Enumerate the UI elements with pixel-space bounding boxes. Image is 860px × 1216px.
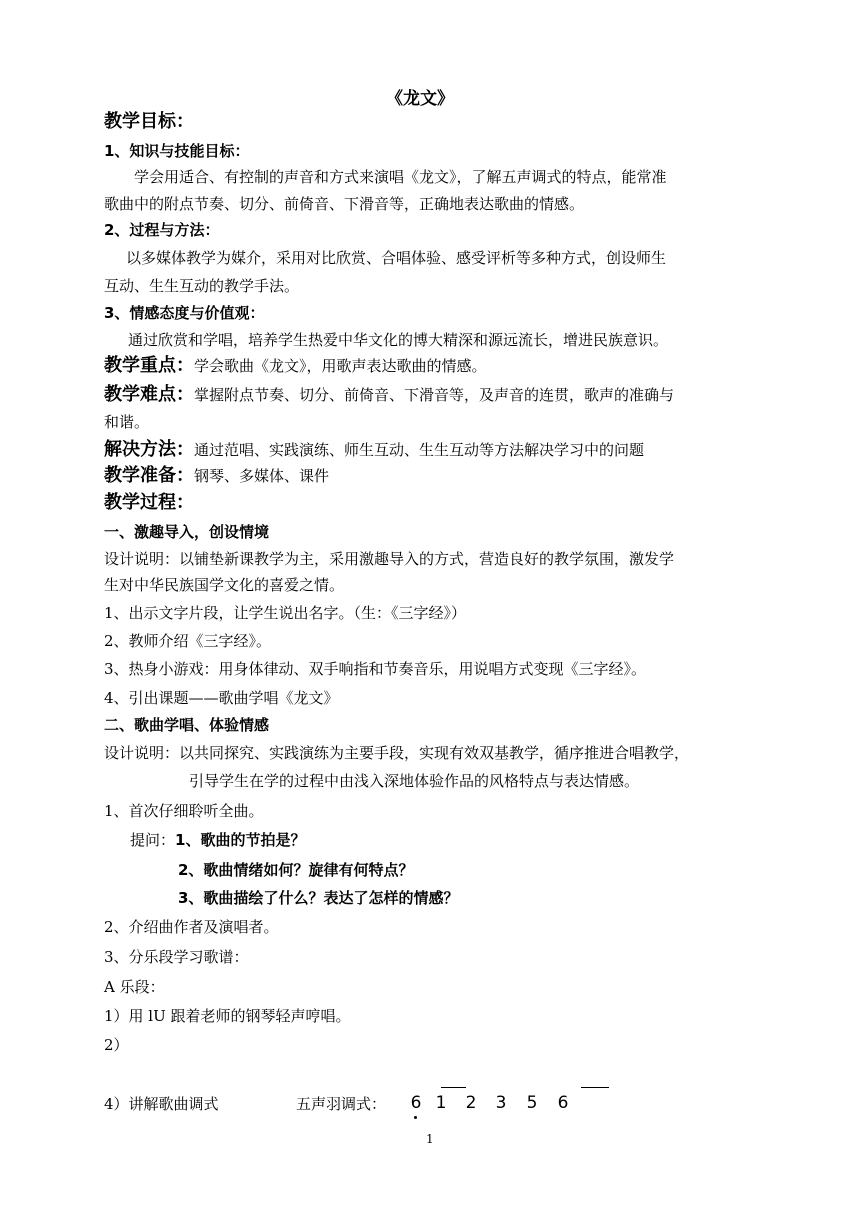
section1-step-4: 4、引出课题——歌曲学唱《龙文》	[104, 689, 339, 707]
section2-design-line2: 引导学生在学的过程中由浅入深地体验作品的风格特点与表达情感。	[189, 772, 640, 790]
section1-heading: 一、激趣导入，创设情境	[104, 523, 270, 541]
process-heading: 教学过程：	[104, 492, 194, 513]
section2-step-3: 3、分乐段学习歌谱：	[104, 948, 249, 966]
section1-step-3: 3、热身小游戏：用身体律动、双手响指和节奏音乐，用说唱方式变现《三字经》。	[104, 660, 647, 678]
section2-step-2: 2、介绍曲作者及演唱者。	[104, 918, 279, 936]
section1-step-1: 1、出示文字片段，让学生说出名字。（生：《三字经》）	[104, 604, 467, 622]
section-a-label: A 乐段：	[104, 978, 165, 996]
question-2: 2、歌曲情绪如何？旋律有何特点？	[178, 861, 414, 879]
key-point-text: 学会歌曲《龙文》，用歌声表达歌曲的情感。	[194, 357, 487, 375]
difficulty-text-line1: 掌握附点节奏、切分、前倚音、下滑音等，及声音的连贯，歌声的准确与	[194, 386, 675, 404]
note-4: 3	[495, 1093, 507, 1113]
section2-heading: 二、歌曲学唱、体验情感	[104, 716, 270, 734]
section1-design-line2: 生对中华民族国学文化的喜爱之情。	[104, 576, 345, 594]
sub-step-4: 4）讲解歌曲调式	[104, 1095, 219, 1113]
preparation-text: 钢琴、多媒体、课件	[194, 467, 330, 485]
section2-design-line1: 设计说明：以共同探究、实践演练为主要手段，实现有效双基教学，循序推进合唱教学，	[104, 744, 690, 762]
section1-design-line1: 设计说明：以铺垫新课教学为主，采用激趣导入的方式，营造良好的教学氛围，激发学	[104, 550, 675, 568]
note-3: 2	[465, 1093, 477, 1113]
note-6: 6	[557, 1093, 569, 1113]
method-text: 通过范唱、实践演练、师生互动、生生互动等方法解决学习中的问题	[194, 441, 645, 459]
preparation-row	[104, 466, 329, 486]
question-label: 提问：	[130, 831, 176, 849]
question-row-1	[130, 830, 305, 850]
key-point-row	[104, 356, 487, 376]
difficulty-label: 教学难点：	[104, 384, 194, 405]
key-point-label: 教学重点：	[104, 355, 194, 376]
objective-2-text-line2: 互动、生生互动的教学手法。	[104, 277, 300, 295]
note-2: 1	[435, 1093, 447, 1113]
objective-1-text-line1: 学会用适合、有控制的声音和方式来演唱《龙文》，了解五声调式的特点，能常准	[134, 168, 667, 186]
objective-1-label: 1、知识与技能目标：	[104, 142, 250, 160]
method-label: 解决方法：	[104, 439, 194, 460]
sub-step-2: 2）	[104, 1036, 129, 1054]
difficulty-row	[104, 385, 674, 405]
objective-1-text-line2: 歌曲中的附点节奏、切分、前倚音、下滑音等，正确地表达歌曲的情感。	[104, 195, 585, 213]
note-5: 5	[526, 1093, 538, 1113]
notation-overline-right	[581, 1087, 609, 1088]
mode-label: 五声羽调式：	[296, 1095, 387, 1113]
section2-step-1: 1、首次仔细聆听全曲。	[104, 802, 264, 820]
section1-step-2: 2、教师介绍《三字经》。	[104, 632, 272, 650]
question-1: 1、歌曲的节拍是？	[175, 831, 306, 849]
sub-step-1: 1）用 lU 跟着老师的钢琴轻声哼唱。	[104, 1007, 351, 1025]
preparation-label: 教学准备：	[104, 465, 194, 486]
objectives-heading: 教学目标：	[104, 111, 194, 132]
note-1: 6	[410, 1093, 422, 1113]
objective-3-text-line1: 通过欣赏和学唱，培养学生热爱中华文化的博大精深和源远流长，增进民族意识。	[128, 331, 669, 349]
notation-overline-left	[441, 1087, 466, 1088]
question-3: 3、歌曲描绘了什么？表达了怎样的情感？	[178, 889, 459, 907]
objective-2-text-line1: 以多媒体教学为媒介，采用对比欣赏、合唱体验、感受评析等多种方式，创设师生	[126, 249, 667, 267]
method-row	[104, 440, 644, 460]
difficulty-text-line2: 和谐。	[104, 413, 150, 431]
note-1-low-dot	[414, 1116, 417, 1119]
document-title: 《龙文》	[386, 89, 454, 109]
objective-2-label: 2、过程与方法：	[104, 221, 220, 239]
page-number: 1	[426, 1132, 434, 1146]
objective-3-label: 3、情感态度与价值观：	[104, 304, 265, 322]
